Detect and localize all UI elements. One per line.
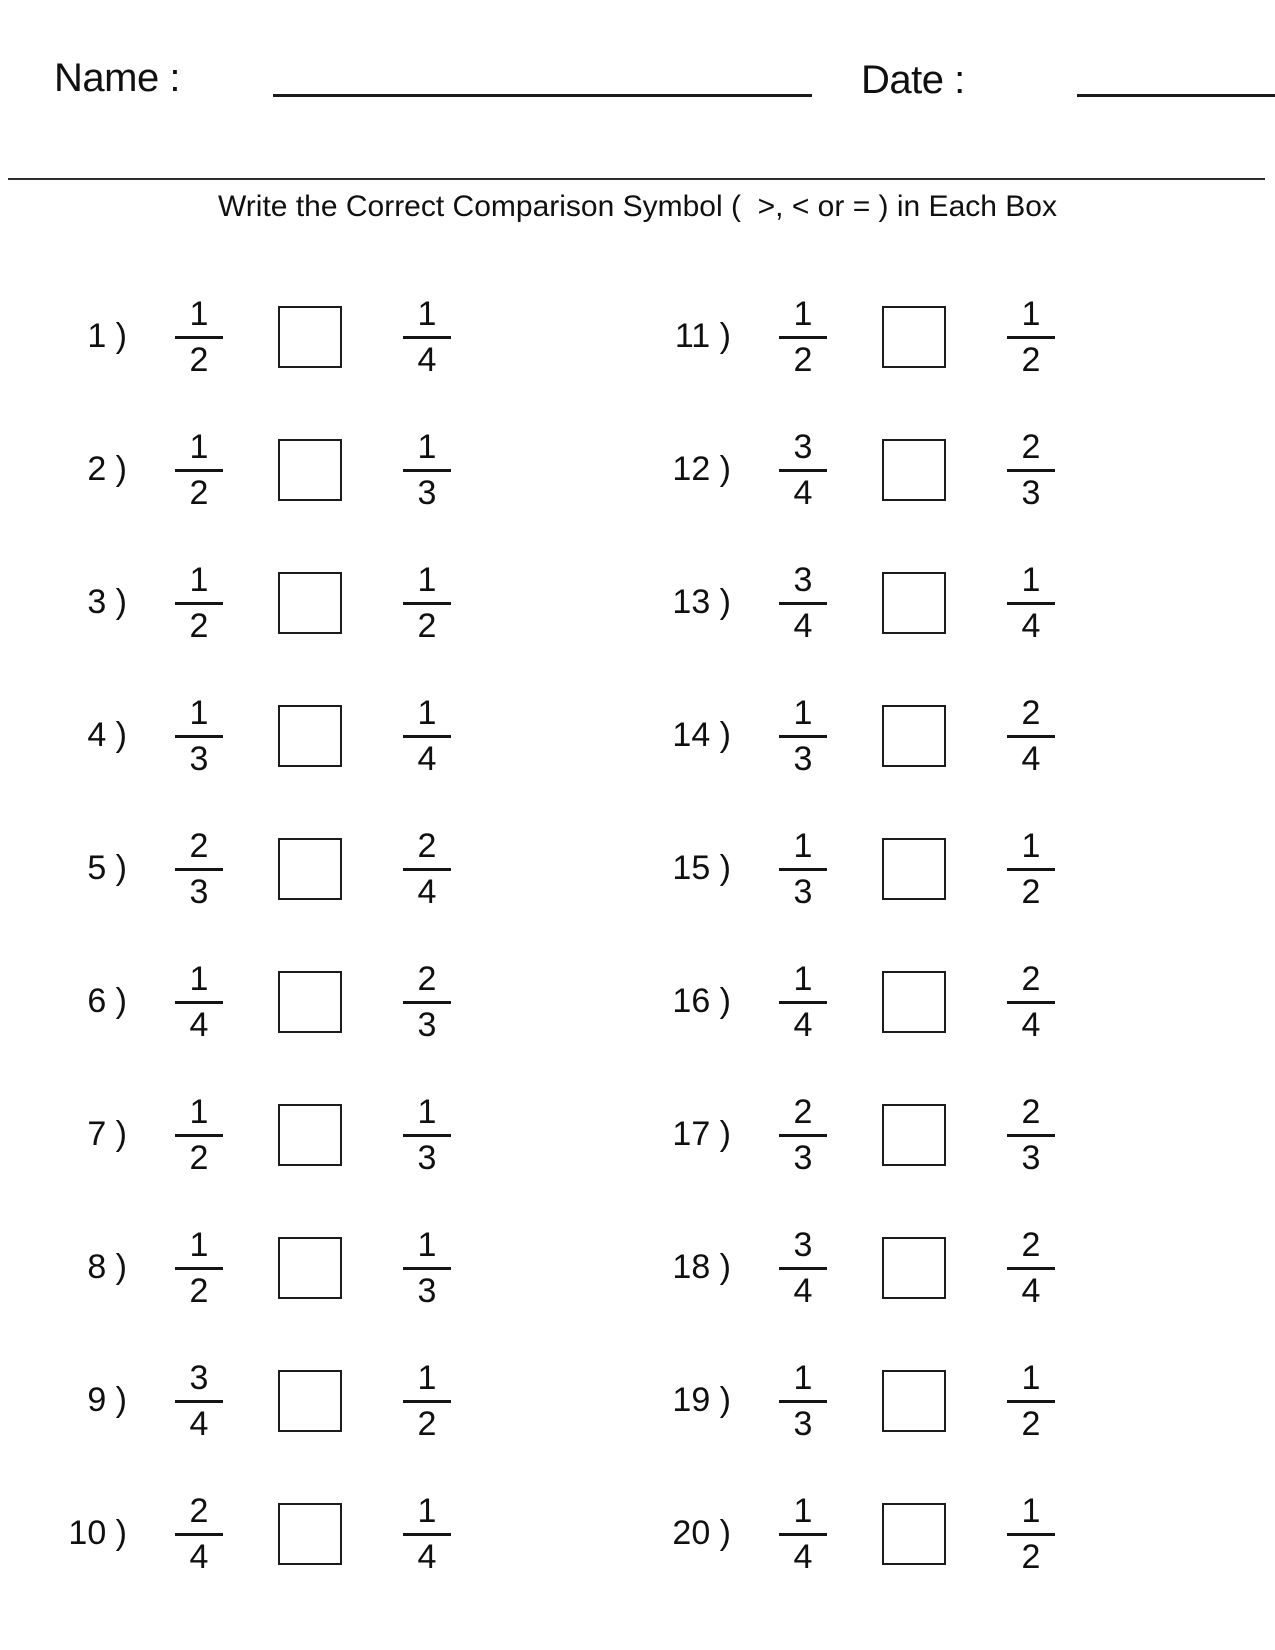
left-fraction-denominator: 2 xyxy=(189,1138,209,1177)
fraction-bar xyxy=(175,868,223,871)
problem-row xyxy=(659,536,1059,669)
problem-number: 9 ) xyxy=(87,1381,127,1419)
left-fraction-numerator: 1 xyxy=(189,1225,209,1264)
fraction-bar xyxy=(779,336,827,339)
left-fraction-denominator: 3 xyxy=(189,739,209,778)
left-fraction-denominator: 3 xyxy=(793,1138,813,1177)
answer-box[interactable] xyxy=(882,971,946,1033)
answer-box[interactable] xyxy=(882,572,946,634)
left-fraction-denominator: 4 xyxy=(793,1005,813,1044)
problem-row xyxy=(55,536,455,669)
fraction-bar xyxy=(1007,336,1055,339)
problem-row xyxy=(55,802,455,935)
problem-row xyxy=(659,1467,1059,1600)
problem-number: 7 ) xyxy=(87,1115,127,1153)
fraction-bar xyxy=(1007,1134,1055,1137)
problem-number: 18 ) xyxy=(672,1248,731,1286)
fraction-bar xyxy=(779,868,827,871)
right-fraction-numerator: 1 xyxy=(1021,294,1041,333)
answer-box[interactable] xyxy=(278,838,342,900)
fraction-bar xyxy=(403,1267,451,1270)
answer-box[interactable] xyxy=(278,1503,342,1565)
right-fraction-numerator: 1 xyxy=(1021,1491,1041,1530)
right-fraction-denominator: 2 xyxy=(417,606,437,645)
right-fraction xyxy=(403,695,451,777)
right-fraction xyxy=(1007,1493,1055,1575)
fraction-bar xyxy=(1007,1400,1055,1403)
fraction-bar xyxy=(1007,602,1055,605)
left-fraction-numerator: 1 xyxy=(189,560,209,599)
fraction-bar xyxy=(175,1001,223,1004)
problem-number: 8 ) xyxy=(87,1248,127,1286)
problem-row xyxy=(659,403,1059,536)
left-fraction xyxy=(779,562,827,644)
right-fraction-denominator: 3 xyxy=(417,1138,437,1177)
problem-row xyxy=(55,1334,455,1467)
right-fraction xyxy=(403,1094,451,1176)
fraction-bar xyxy=(403,1134,451,1137)
right-fraction-numerator: 1 xyxy=(417,693,437,732)
left-fraction-numerator: 1 xyxy=(189,427,209,466)
left-fraction-numerator: 3 xyxy=(793,560,813,599)
answer-box[interactable] xyxy=(882,439,946,501)
fraction-bar xyxy=(403,602,451,605)
right-fraction-numerator: 1 xyxy=(417,560,437,599)
left-fraction-numerator: 1 xyxy=(189,693,209,732)
left-fraction xyxy=(779,296,827,378)
right-fraction-denominator: 2 xyxy=(1021,340,1041,379)
fraction-bar xyxy=(403,469,451,472)
fraction-bar xyxy=(403,1001,451,1004)
right-fraction xyxy=(403,296,451,378)
problems-column-right xyxy=(659,270,1059,1600)
right-fraction xyxy=(403,429,451,511)
problem-row xyxy=(55,669,455,802)
fraction-bar xyxy=(1007,868,1055,871)
problem-row xyxy=(659,669,1059,802)
right-fraction-numerator: 2 xyxy=(417,826,437,865)
right-fraction xyxy=(403,961,451,1043)
right-fraction xyxy=(403,1493,451,1575)
right-fraction xyxy=(403,562,451,644)
left-fraction-numerator: 1 xyxy=(189,1092,209,1131)
answer-box[interactable] xyxy=(882,1503,946,1565)
fraction-bar xyxy=(779,1134,827,1137)
fraction-bar xyxy=(403,735,451,738)
fraction-bar xyxy=(1007,1533,1055,1536)
left-fraction xyxy=(779,1227,827,1309)
left-fraction xyxy=(175,828,223,910)
left-fraction-numerator: 1 xyxy=(793,294,813,333)
right-fraction xyxy=(1007,828,1055,910)
right-fraction xyxy=(403,828,451,910)
fraction-bar xyxy=(1007,469,1055,472)
problem-number: 10 ) xyxy=(68,1514,127,1552)
problem-number: 16 ) xyxy=(672,982,731,1020)
fraction-bar xyxy=(175,1267,223,1270)
left-fraction-numerator: 3 xyxy=(793,1225,813,1264)
problem-row xyxy=(659,935,1059,1068)
problem-number: 5 ) xyxy=(87,849,127,887)
right-fraction-numerator: 1 xyxy=(417,427,437,466)
left-fraction xyxy=(779,828,827,910)
left-fraction-numerator: 1 xyxy=(793,1491,813,1530)
right-fraction-denominator: 4 xyxy=(417,340,437,379)
problems-column-left xyxy=(55,270,455,1600)
left-fraction-numerator: 1 xyxy=(189,294,209,333)
problem-row xyxy=(55,935,455,1068)
right-fraction-numerator: 2 xyxy=(1021,959,1041,998)
right-fraction-denominator: 4 xyxy=(1021,739,1041,778)
left-fraction-numerator: 3 xyxy=(793,427,813,466)
right-fraction xyxy=(1007,1094,1055,1176)
answer-box[interactable] xyxy=(882,705,946,767)
fraction-bar xyxy=(779,735,827,738)
answer-box[interactable] xyxy=(278,572,342,634)
problem-number: 15 ) xyxy=(672,849,731,887)
right-fraction xyxy=(1007,1360,1055,1442)
left-fraction-denominator: 4 xyxy=(189,1537,209,1576)
divider-line xyxy=(8,178,1265,180)
right-fraction xyxy=(1007,429,1055,511)
right-fraction-denominator: 2 xyxy=(417,1404,437,1443)
left-fraction xyxy=(779,961,827,1043)
problem-number: 4 ) xyxy=(87,716,127,754)
right-fraction-numerator: 2 xyxy=(1021,1225,1041,1264)
right-fraction-numerator: 1 xyxy=(417,1225,437,1264)
right-fraction-denominator: 4 xyxy=(417,1537,437,1576)
right-fraction xyxy=(403,1227,451,1309)
left-fraction-denominator: 2 xyxy=(793,340,813,379)
right-fraction-numerator: 2 xyxy=(1021,427,1041,466)
right-fraction-numerator: 1 xyxy=(417,1491,437,1530)
right-fraction-numerator: 1 xyxy=(417,1358,437,1397)
left-fraction xyxy=(175,429,223,511)
problem-row xyxy=(55,1467,455,1600)
answer-box[interactable] xyxy=(278,439,342,501)
problem-number: 20 ) xyxy=(672,1514,731,1552)
left-fraction-numerator: 2 xyxy=(189,826,209,865)
answer-box[interactable] xyxy=(882,1237,946,1299)
right-fraction-denominator: 3 xyxy=(417,1005,437,1044)
right-fraction-numerator: 1 xyxy=(1021,1358,1041,1397)
left-fraction-denominator: 4 xyxy=(793,473,813,512)
right-fraction xyxy=(1007,562,1055,644)
left-fraction xyxy=(175,1227,223,1309)
right-fraction-denominator: 3 xyxy=(417,473,437,512)
fraction-bar xyxy=(175,1533,223,1536)
left-fraction-denominator: 3 xyxy=(793,1404,813,1443)
fraction-bar xyxy=(1007,1267,1055,1270)
right-fraction-denominator: 3 xyxy=(1021,1138,1041,1177)
right-fraction-numerator: 2 xyxy=(417,959,437,998)
problem-row xyxy=(659,1334,1059,1467)
fraction-bar xyxy=(779,469,827,472)
right-fraction xyxy=(1007,961,1055,1043)
left-fraction-denominator: 3 xyxy=(793,872,813,911)
problem-row xyxy=(659,270,1059,403)
name-input-line[interactable] xyxy=(273,94,812,97)
right-fraction-denominator: 3 xyxy=(1021,473,1041,512)
left-fraction xyxy=(779,695,827,777)
left-fraction-numerator: 3 xyxy=(189,1358,209,1397)
left-fraction xyxy=(175,961,223,1043)
worksheet-title: Write the Correct Comparison Symbol ( >, < or = ) in Each Box xyxy=(218,190,1057,223)
right-fraction-denominator: 2 xyxy=(1021,1537,1041,1576)
problem-number: 3 ) xyxy=(87,583,127,621)
left-fraction-denominator: 4 xyxy=(793,606,813,645)
left-fraction-numerator: 1 xyxy=(189,959,209,998)
right-fraction xyxy=(1007,695,1055,777)
left-fraction-denominator: 3 xyxy=(793,739,813,778)
fraction-bar xyxy=(175,735,223,738)
right-fraction xyxy=(1007,1227,1055,1309)
fraction-bar xyxy=(1007,1001,1055,1004)
fraction-bar xyxy=(175,602,223,605)
fraction-bar xyxy=(779,1533,827,1536)
fraction-bar xyxy=(175,336,223,339)
fraction-bar xyxy=(403,1400,451,1403)
left-fraction xyxy=(779,1493,827,1575)
right-fraction-denominator: 4 xyxy=(417,739,437,778)
left-fraction-denominator: 2 xyxy=(189,473,209,512)
fraction-bar xyxy=(403,868,451,871)
fraction-bar xyxy=(779,1001,827,1004)
left-fraction-numerator: 1 xyxy=(793,1358,813,1397)
right-fraction-denominator: 4 xyxy=(1021,1271,1041,1310)
fraction-bar xyxy=(779,1267,827,1270)
fraction-bar xyxy=(175,1400,223,1403)
right-fraction-numerator: 2 xyxy=(1021,1092,1041,1131)
left-fraction-denominator: 3 xyxy=(189,872,209,911)
right-fraction-numerator: 1 xyxy=(1021,826,1041,865)
right-fraction-denominator: 3 xyxy=(417,1271,437,1310)
problem-row xyxy=(659,1068,1059,1201)
left-fraction-numerator: 2 xyxy=(793,1092,813,1131)
problem-row xyxy=(659,802,1059,935)
fraction-bar xyxy=(175,1134,223,1137)
fraction-bar xyxy=(779,602,827,605)
problem-number: 14 ) xyxy=(672,716,731,754)
right-fraction-denominator: 4 xyxy=(1021,1005,1041,1044)
left-fraction-denominator: 4 xyxy=(793,1271,813,1310)
fraction-bar xyxy=(1007,735,1055,738)
left-fraction-numerator: 2 xyxy=(189,1491,209,1530)
answer-box[interactable] xyxy=(278,971,342,1033)
problem-row xyxy=(659,1201,1059,1334)
left-fraction xyxy=(175,695,223,777)
left-fraction xyxy=(175,296,223,378)
left-fraction-numerator: 1 xyxy=(793,693,813,732)
left-fraction xyxy=(779,1360,827,1442)
problem-number: 19 ) xyxy=(672,1381,731,1419)
problem-number: 13 ) xyxy=(672,583,731,621)
right-fraction-denominator: 2 xyxy=(1021,1404,1041,1443)
right-fraction-denominator: 4 xyxy=(417,872,437,911)
left-fraction xyxy=(779,429,827,511)
left-fraction-denominator: 2 xyxy=(189,340,209,379)
left-fraction-denominator: 2 xyxy=(189,1271,209,1310)
right-fraction xyxy=(1007,296,1055,378)
answer-box[interactable] xyxy=(882,838,946,900)
left-fraction xyxy=(779,1094,827,1176)
right-fraction-numerator: 2 xyxy=(1021,693,1041,732)
right-fraction-numerator: 1 xyxy=(417,1092,437,1131)
problem-number: 17 ) xyxy=(672,1115,731,1153)
left-fraction-numerator: 1 xyxy=(793,826,813,865)
problem-row xyxy=(55,270,455,403)
left-fraction-denominator: 4 xyxy=(189,1404,209,1443)
answer-box[interactable] xyxy=(882,1104,946,1166)
left-fraction-denominator: 2 xyxy=(189,606,209,645)
answer-box[interactable] xyxy=(278,1237,342,1299)
date-input-line[interactable] xyxy=(1077,94,1275,97)
problem-number: 2 ) xyxy=(87,450,127,488)
answer-box[interactable] xyxy=(278,306,342,368)
left-fraction xyxy=(175,1094,223,1176)
date-label: Date : xyxy=(861,58,965,102)
left-fraction xyxy=(175,1493,223,1575)
left-fraction-numerator: 1 xyxy=(793,959,813,998)
right-fraction-denominator: 4 xyxy=(1021,606,1041,645)
problem-row xyxy=(55,1201,455,1334)
problem-number: 6 ) xyxy=(87,982,127,1020)
right-fraction-denominator: 2 xyxy=(1021,872,1041,911)
fraction-bar xyxy=(403,336,451,339)
left-fraction-denominator: 4 xyxy=(189,1005,209,1044)
problem-number: 12 ) xyxy=(672,450,731,488)
left-fraction xyxy=(175,1360,223,1442)
answer-box[interactable] xyxy=(882,306,946,368)
right-fraction xyxy=(403,1360,451,1442)
left-fraction xyxy=(175,562,223,644)
right-fraction-numerator: 1 xyxy=(1021,560,1041,599)
problem-row xyxy=(55,403,455,536)
problem-row xyxy=(55,1068,455,1201)
left-fraction-denominator: 4 xyxy=(793,1537,813,1576)
answer-box[interactable] xyxy=(278,705,342,767)
fraction-bar xyxy=(403,1533,451,1536)
answer-box[interactable] xyxy=(278,1104,342,1166)
name-label: Name : xyxy=(54,56,180,100)
answer-box[interactable] xyxy=(278,1370,342,1432)
fraction-bar xyxy=(175,469,223,472)
problem-number: 11 ) xyxy=(674,317,731,355)
right-fraction-numerator: 1 xyxy=(417,294,437,333)
fraction-bar xyxy=(779,1400,827,1403)
problem-number: 1 ) xyxy=(87,317,127,355)
answer-box[interactable] xyxy=(882,1370,946,1432)
